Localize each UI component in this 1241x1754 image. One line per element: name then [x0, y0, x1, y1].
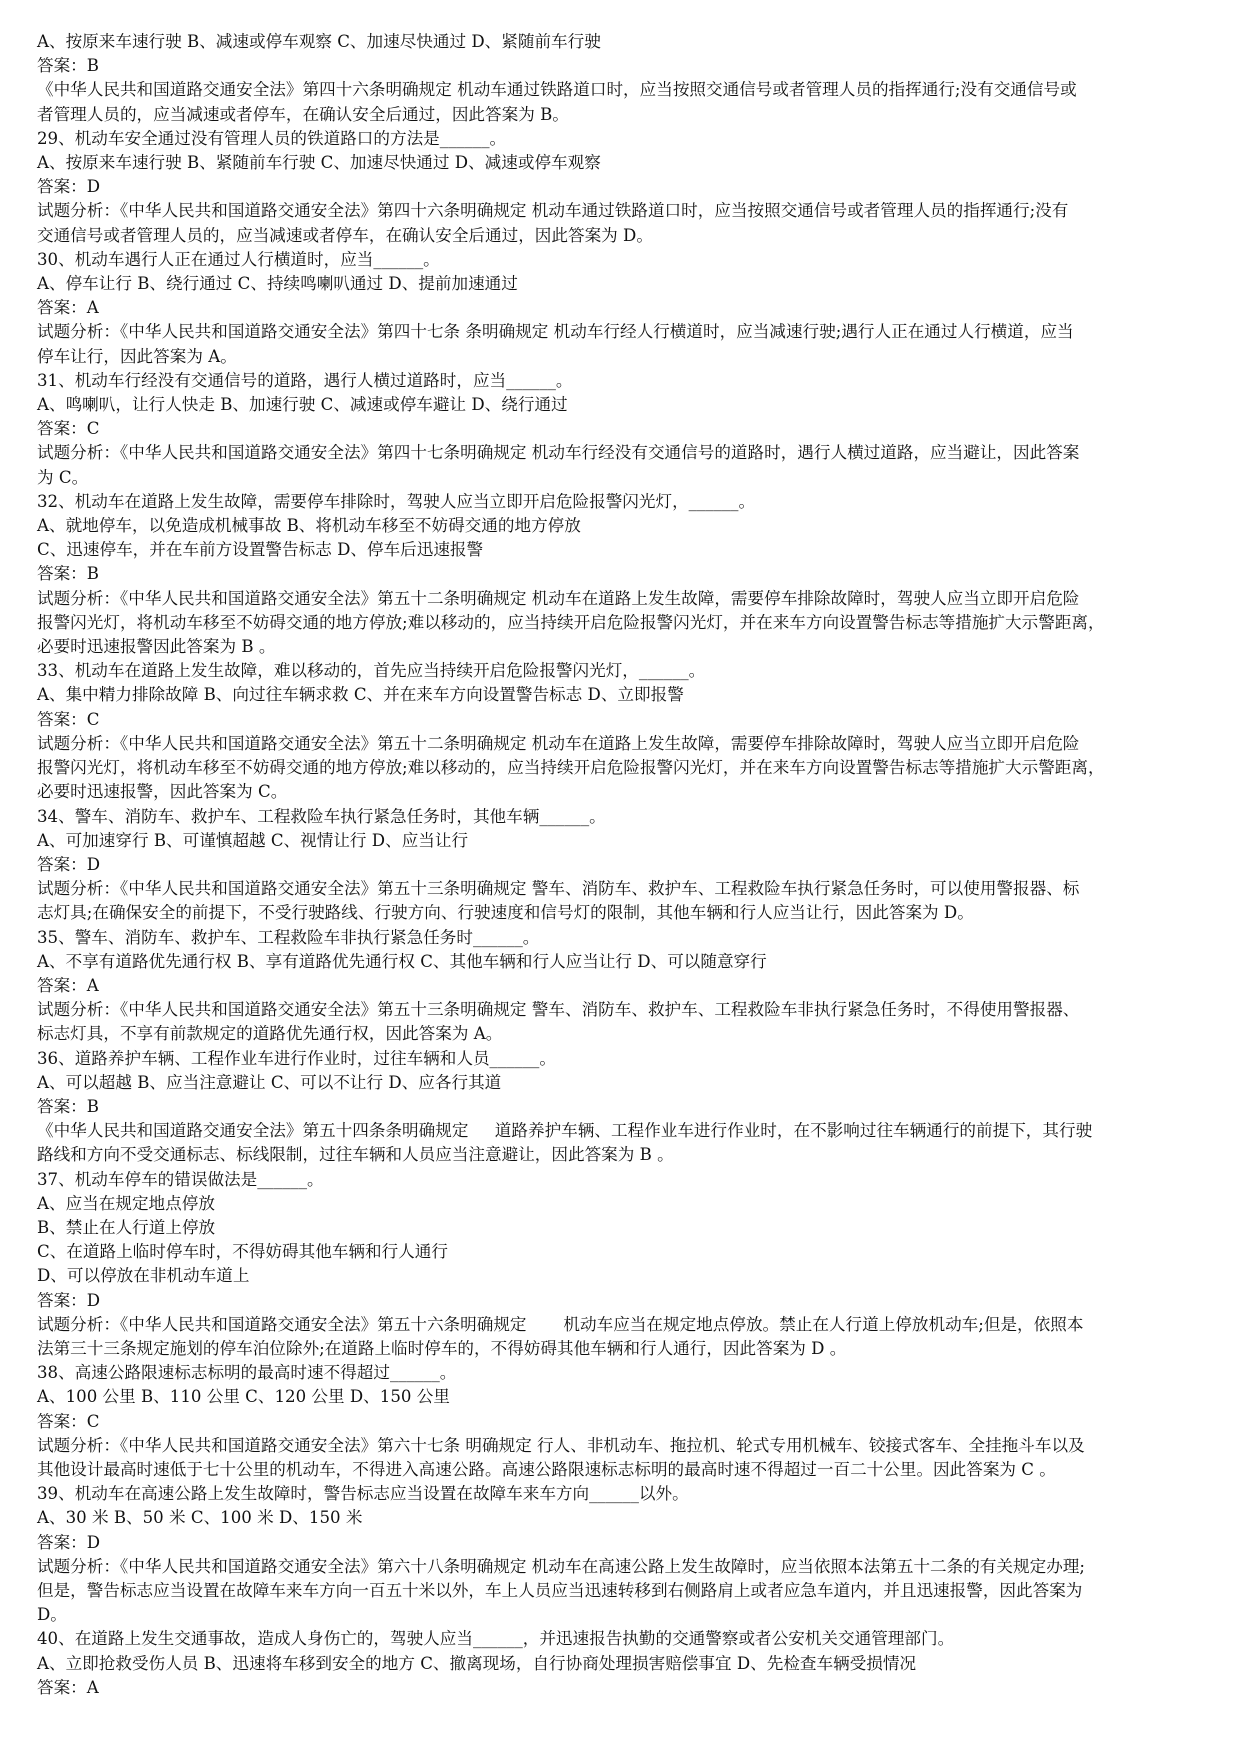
text-line: 《中华人民共和国道路交通安全法》第四十六条明确规定 机动车通过铁路道口时，应当按照交通信号或者管理人员的指挥通行;没有交通信号或 [37, 80, 1077, 100]
text-line: A、不享有道路优先通行权 B、享有道路优先通行权 C、其他车辆和行人应当让行 D、可以随意穿行 [37, 951, 767, 971]
text-line: A、停车让行 B、绕行通过 C、持续鸣喇叭通过 D、提前加速通过 [37, 274, 518, 294]
text-line: 答案：B [37, 564, 99, 584]
text-line: 答案：B [37, 56, 99, 76]
text-line: 试题分析：《中华人民共和国道路交通安全法》第四十七条明确规定 机动车行经没有交通信号的道路时，遇行人横过道路，应当避让，因此答案 [37, 443, 1080, 463]
text-line: B、禁止在人行道上停放 [37, 1217, 216, 1237]
text-line: 答案：D [37, 1532, 101, 1552]
text-line: D。 [37, 1605, 67, 1625]
text-line: 《中华人民共和国道路交通安全法》第五十四条条明确规定 道路养护车辆、工程作业车进行作业时，在不影响过往车辆通行的前提下，其行驶 [37, 1121, 1093, 1141]
text-line: 答案：A [37, 1677, 99, 1697]
text-line: 试题分析：《中华人民共和国道路交通安全法》第五十六条明确规定 机动车应当在规定地点停放。禁止在人行道上停放机动车;但是，依照本 [37, 1314, 1084, 1334]
text-line: 答案：D [37, 1290, 101, 1310]
text-line: 答案：B [37, 1096, 99, 1116]
text-line: 者管理人员的，应当减速或者停车，在确认安全后通过，因此答案为 B。 [37, 104, 569, 124]
text-line: A、可加速穿行 B、可谨慎超越 C、视情让行 D、应当让行 [37, 830, 469, 850]
text-line: 报警闪光灯，将机动车移至不妨碍交通的地方停放;难以移动的，应当持续开启危险报警闪光灯，并在来车方向设置警告标志等措施扩大示警距离， [37, 758, 1105, 778]
text-line: A、可以超越 B、应当注意避让 C、可以不让行 D、应各行其道 [37, 1072, 502, 1092]
text-line: D、可以停放在非机动车道上 [37, 1266, 250, 1286]
document-page [37, 30, 1215, 1700]
text-line: 交通信号或者管理人员的，应当减速或者停车，在确认安全后通过，因此答案为 D。 [37, 225, 653, 245]
text-line: 试题分析：《中华人民共和国道路交通安全法》第六十七条 明确规定 行人、非机动车、拖拉机、轮式专用机械车、铰接式客车、全挂拖斗车以及 [37, 1435, 1085, 1455]
text-line: A、100 公里 B、110 公里 C、120 公里 D、150 公里 [37, 1387, 450, 1407]
text-line: A、按原来车速行驶 B、减速或停车观察 C、加速尽快通过 D、紧随前车行驶 [37, 32, 601, 51]
text-line: C、在道路上临时停车时，不得妨碍其他车辆和行人通行 [37, 1242, 448, 1262]
text-line: 35、警车、消防车、救护车、工程救险车非执行紧急任务时______。 [37, 927, 540, 947]
text-line: 37、机动车停车的错误做法是______。 [37, 1169, 324, 1189]
text-line: A、集中精力排除故障 B、向过往车辆求救 C、并在来车方向设置警告标志 D、立即报警 [37, 685, 684, 705]
text-line: 其他设计最高时速低于七十公里的机动车，不得进入高速公路。高速公路限速标志标明的最高时速不得超过一百二十公里。因此答案为 C 。 [37, 1459, 1056, 1479]
text-line: 试题分析：《中华人民共和国道路交通安全法》第六十八条明确规定 机动车在高速公路上发生故障时，应当依照本法第五十二条的有关规定办理; [37, 1556, 1085, 1576]
text-line: C、迅速停车，并在车前方设置警告标志 D、停车后迅速报警 [37, 540, 484, 560]
text-line: A、就地停车，以免造成机械事故 B、将机动车移至不妨碍交通的地方停放 [37, 516, 581, 536]
text-line: 但是，警告标志应当设置在故障车来车方向一百五十米以外，车上人员应当迅速转移到右侧路肩上或者应急车道内，并且迅速报警，因此答案为 [37, 1581, 1083, 1600]
text-line: 标志灯具，不享有前款规定的道路优先通行权，因此答案为 A。 [37, 1024, 503, 1044]
text-line: 试题分析：《中华人民共和国道路交通安全法》第五十二条明确规定 机动车在道路上发生故障，需要停车排除故障时，驾驶人应当立即开启危险 [37, 588, 1080, 608]
text-line: A、应当在规定地点停放 [37, 1193, 215, 1213]
text-line: A、30 米 B、50 米 C、100 米 D、150 米 [37, 1508, 363, 1528]
text-line: 答案：A [37, 298, 99, 318]
text-line: 答案：D [37, 177, 101, 197]
text-line: 32、机动车在道路上发生故障，需要停车排除时，驾驶人应当立即开启危险报警闪光灯，______。 [37, 491, 756, 511]
text-line: 39、机动车在高速公路上发生故障时，警告标志应当设置在故障车来车方向______以外。 [37, 1484, 689, 1504]
text-line: 报警闪光灯，将机动车移至不妨碍交通的地方停放;难以移动的，应当持续开启危险报警闪光灯，并在来车方向设置警告标志等措施扩大示警距离， [37, 612, 1105, 632]
text-line: 试题分析：《中华人民共和国道路交通安全法》第五十二条明确规定 机动车在道路上发生故障，需要停车排除故障时，驾驶人应当立即开启危险 [37, 733, 1080, 753]
text-line: 答案：C [37, 419, 100, 439]
text-line: 答案：C [37, 709, 100, 729]
text-line: A、按原来车速行驶 B、紧随前车行驶 C、加速尽快通过 D、减速或停车观察 [37, 153, 601, 173]
text-line: 试题分析：《中华人民共和国道路交通安全法》第四十六条明确规定 机动车通过铁路道口时，应当按照交通信号或者管理人员的指挥通行;没有 [37, 201, 1069, 221]
text-line: 31、机动车行经没有交通信号的道路，遇行人横过道路时，应当______。 [37, 370, 573, 390]
text-line: 为 C。 [37, 467, 89, 487]
text-line: 法第三十三条规定施划的停车泊位除外;在道路上临时停车的，不得妨碍其他车辆和行人通行，因此答案为 D 。 [37, 1338, 847, 1358]
text-line: 33、机动车在道路上发生故障，难以移动的，首先应当持续开启危险报警闪光灯，______。 [37, 661, 706, 681]
text-line: 路线和方向不受交通标志、标线限制，过往车辆和人员应当注意避让，因此答案为 B 。 [37, 1145, 674, 1165]
text-line: 志灯具;在确保安全的前提下，不受行驶路线、行驶方向、行驶速度和信号灯的限制，其他车辆和行人应当让行，因此答案为 D。 [37, 903, 974, 923]
text-line: 答案：C [37, 1411, 100, 1431]
text-line: 试题分析：《中华人民共和国道路交通安全法》第四十七条 条明确规定 机动车行经人行横道时，应当减速行驶;遇行人正在通过人行横道，应当 [37, 322, 1074, 342]
text-line: 试题分析：《中华人民共和国道路交通安全法》第五十三条明确规定 警车、消防车、救护车、工程救险车执行紧急任务时，可以使用警报器、标 [37, 879, 1080, 899]
text-line: 29、机动车安全通过没有管理人员的铁道路口的方法是______。 [37, 128, 507, 148]
text-line: 34、警车、消防车、救护车、工程救险车执行紧急任务时，其他车辆______。 [37, 806, 606, 826]
text-line: 答案：A [37, 975, 99, 995]
text-line: 36、道路养护车辆、工程作业车进行作业时，过往车辆和人员______。 [37, 1048, 556, 1068]
text-line: 停车让行，因此答案为 A。 [37, 346, 237, 366]
text-line: 30、机动车遇行人正在通过人行横道时，应当______。 [37, 249, 440, 269]
text-line: 必要时迅速报警因此答案为 B 。 [37, 637, 276, 657]
text-line: 必要时迅速报警，因此答案为 C。 [37, 782, 288, 802]
text-line: 40、在道路上发生交通事故，造成人身伤亡的，驾驶人应当______，并迅速报告执勤的交通警察或者公安机关交通管理部门。 [37, 1629, 955, 1649]
text-line: 38、高速公路限速标志标明的最高时速不得超过______。 [37, 1363, 457, 1383]
text-line: A、立即抢救受伤人员 B、迅速将车移到安全的地方 C、撤离现场，自行协商处理损害赔偿事宜 D、先检查车辆受损情况 [37, 1653, 917, 1673]
text-line: 试题分析：《中华人民共和国道路交通安全法》第五十三条明确规定 警车、消防车、救护车、工程救险车非执行紧急任务时，不得使用警报器、 [37, 1000, 1080, 1020]
text-line: A、鸣喇叭，让行人快走 B、加速行驶 C、减速或停车避让 D、绕行通过 [37, 395, 568, 415]
text-line: 答案：D [37, 854, 101, 874]
